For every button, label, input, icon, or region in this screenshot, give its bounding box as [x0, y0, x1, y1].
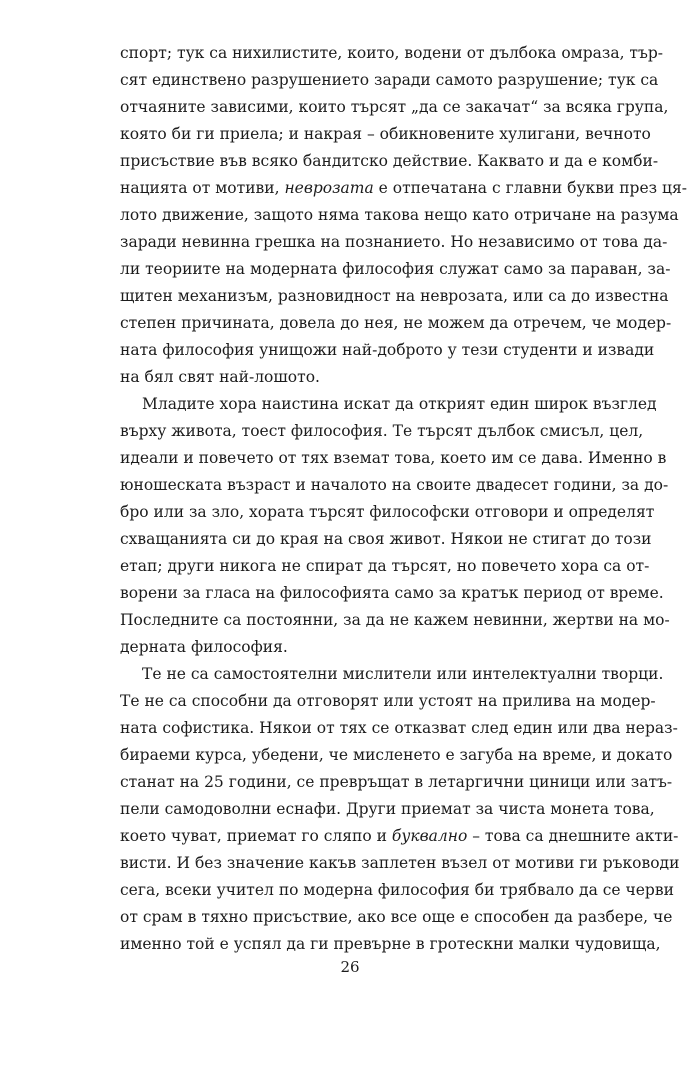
text-segment: схващанията си до края на своя живот. Някои не стигат до този — [120, 530, 652, 548]
text-segment: пели самодоволни еснафи. Други приемат за чиста монета това, — [120, 800, 655, 818]
text-line — [120, 877, 674, 904]
text-segment: идеали и повечето от тях вземат това, което им се дава. Именно в — [120, 449, 667, 467]
text-line — [120, 283, 669, 310]
text-line — [120, 634, 583, 661]
text-line — [120, 310, 672, 337]
text-line — [120, 337, 655, 364]
text-segment: лото движение, защото няма такова нещо като отричане на разума — [120, 206, 679, 224]
text-segment: върху живота, тоест философия. Те търсят дълбок смисъл, цел, — [120, 422, 644, 440]
text-line — [120, 202, 679, 229]
text-segment: сят единствено разрушението заради самото разрушение; тук са — [120, 71, 659, 89]
text-line — [120, 40, 664, 67]
text-line — [120, 580, 664, 607]
text-line — [120, 67, 659, 94]
text-line — [120, 121, 651, 148]
text-segment: спорт; тук са нихилистите, които, водени от дълбока омраза, тър- — [120, 44, 664, 62]
text-segment: юношеската възраст и началото на своите двадесет години, за до- — [120, 476, 669, 494]
text-line — [120, 256, 671, 283]
text-line — [120, 229, 668, 256]
text-segment: именно той е успял да ги превърне в гротескни малки чудовища, — [120, 935, 661, 953]
text-segment: бро или за зло, хората търсят философски отговори и определят — [120, 503, 655, 521]
text-line — [120, 742, 673, 769]
text-segment: от срам в тяхно присъствие, ако все още е способен да разбере, че — [120, 908, 673, 926]
text-segment: Младите хора наистина искат да открият един широк възглед — [142, 395, 657, 413]
text-line — [120, 94, 669, 121]
text-line — [120, 661, 664, 688]
text-line — [120, 526, 652, 553]
body-text — [120, 40, 688, 958]
text-line — [120, 499, 655, 526]
text-segment: която би ги приела; и накрая – обикновените хулигани, вечното — [120, 125, 651, 143]
text-line — [120, 553, 650, 580]
text-segment: висти. И без значение какъв заплетен възел от мотиви ги ръководи — [120, 854, 680, 872]
text-line — [120, 796, 655, 823]
text-segment: което чуват, приемат го сляпо и — [120, 827, 392, 845]
text-segment: бираеми курса, убедени, че мисленето е загуба на време, и докато — [120, 746, 673, 764]
text-segment: ната философия унищожи най-доброто у тези студенти и извади — [120, 341, 655, 359]
italic-text: буквално — [391, 827, 468, 845]
page-number: 26 — [340, 958, 360, 976]
text-line — [120, 904, 673, 931]
text-segment: станат на 25 години, се превръщат в летаргични циници или затъ- — [120, 773, 673, 791]
text-line — [120, 607, 670, 634]
text-line — [120, 148, 659, 175]
text-line — [120, 688, 656, 715]
text-segment: Те не са самостоятелни мислители или интелектуални творци. — [142, 665, 664, 683]
text-segment: на бял свят най-лошото. — [120, 368, 320, 386]
text-segment: нацията от мотиви, — [120, 179, 285, 197]
text-segment: степен причината, довела до нея, не можем да отречем, че модер- — [120, 314, 672, 332]
text-segment: присъствие във всяко бандитско действие. Каквато и да е комби- — [120, 152, 659, 170]
text-line — [120, 715, 678, 742]
text-line — [120, 931, 661, 958]
text-segment: е отпечатана с главни букви през ця- — [373, 179, 688, 197]
text-segment: отчаяните зависими, които търсят „да се закачат“ за всяка група, — [120, 98, 669, 116]
text-line — [120, 391, 657, 418]
text-segment: Последните са постоянни, за да не кажем невинни, жертви на мо- — [120, 611, 670, 629]
text-segment: ната софистика. Някои от тях се отказват след един или два нераз- — [120, 719, 678, 737]
text-segment: Те не са способни да отговорят или устоят на прилива на модер- — [120, 692, 656, 710]
text-line — [120, 445, 667, 472]
text-segment: дерната философия. — [120, 638, 288, 656]
text-segment: сега, всеки учител по модерна философия би трябвало да се черви — [120, 881, 674, 899]
text-line — [120, 823, 679, 850]
text-segment: – това са днешните акти- — [467, 827, 679, 845]
text-segment: щитен механизъм, разновидност на неврозата, или са до известна — [120, 287, 669, 305]
text-segment: ворени за гласа на философията само за кратък период от време. — [120, 584, 664, 602]
text-line — [120, 175, 688, 202]
text-line — [120, 472, 669, 499]
text-line — [120, 769, 673, 796]
text-line — [120, 418, 644, 445]
italic-text: неврозата — [284, 179, 374, 197]
text-line — [120, 850, 680, 877]
text-segment: заради невинна грешка на познанието. Но независимо от това да- — [120, 233, 668, 251]
text-segment: етап; други никога не спират да търсят, но повечето хора са от- — [120, 557, 650, 575]
text-segment: ли теориите на модерната философия служат само за параван, за- — [120, 260, 671, 278]
text-line — [120, 364, 583, 391]
